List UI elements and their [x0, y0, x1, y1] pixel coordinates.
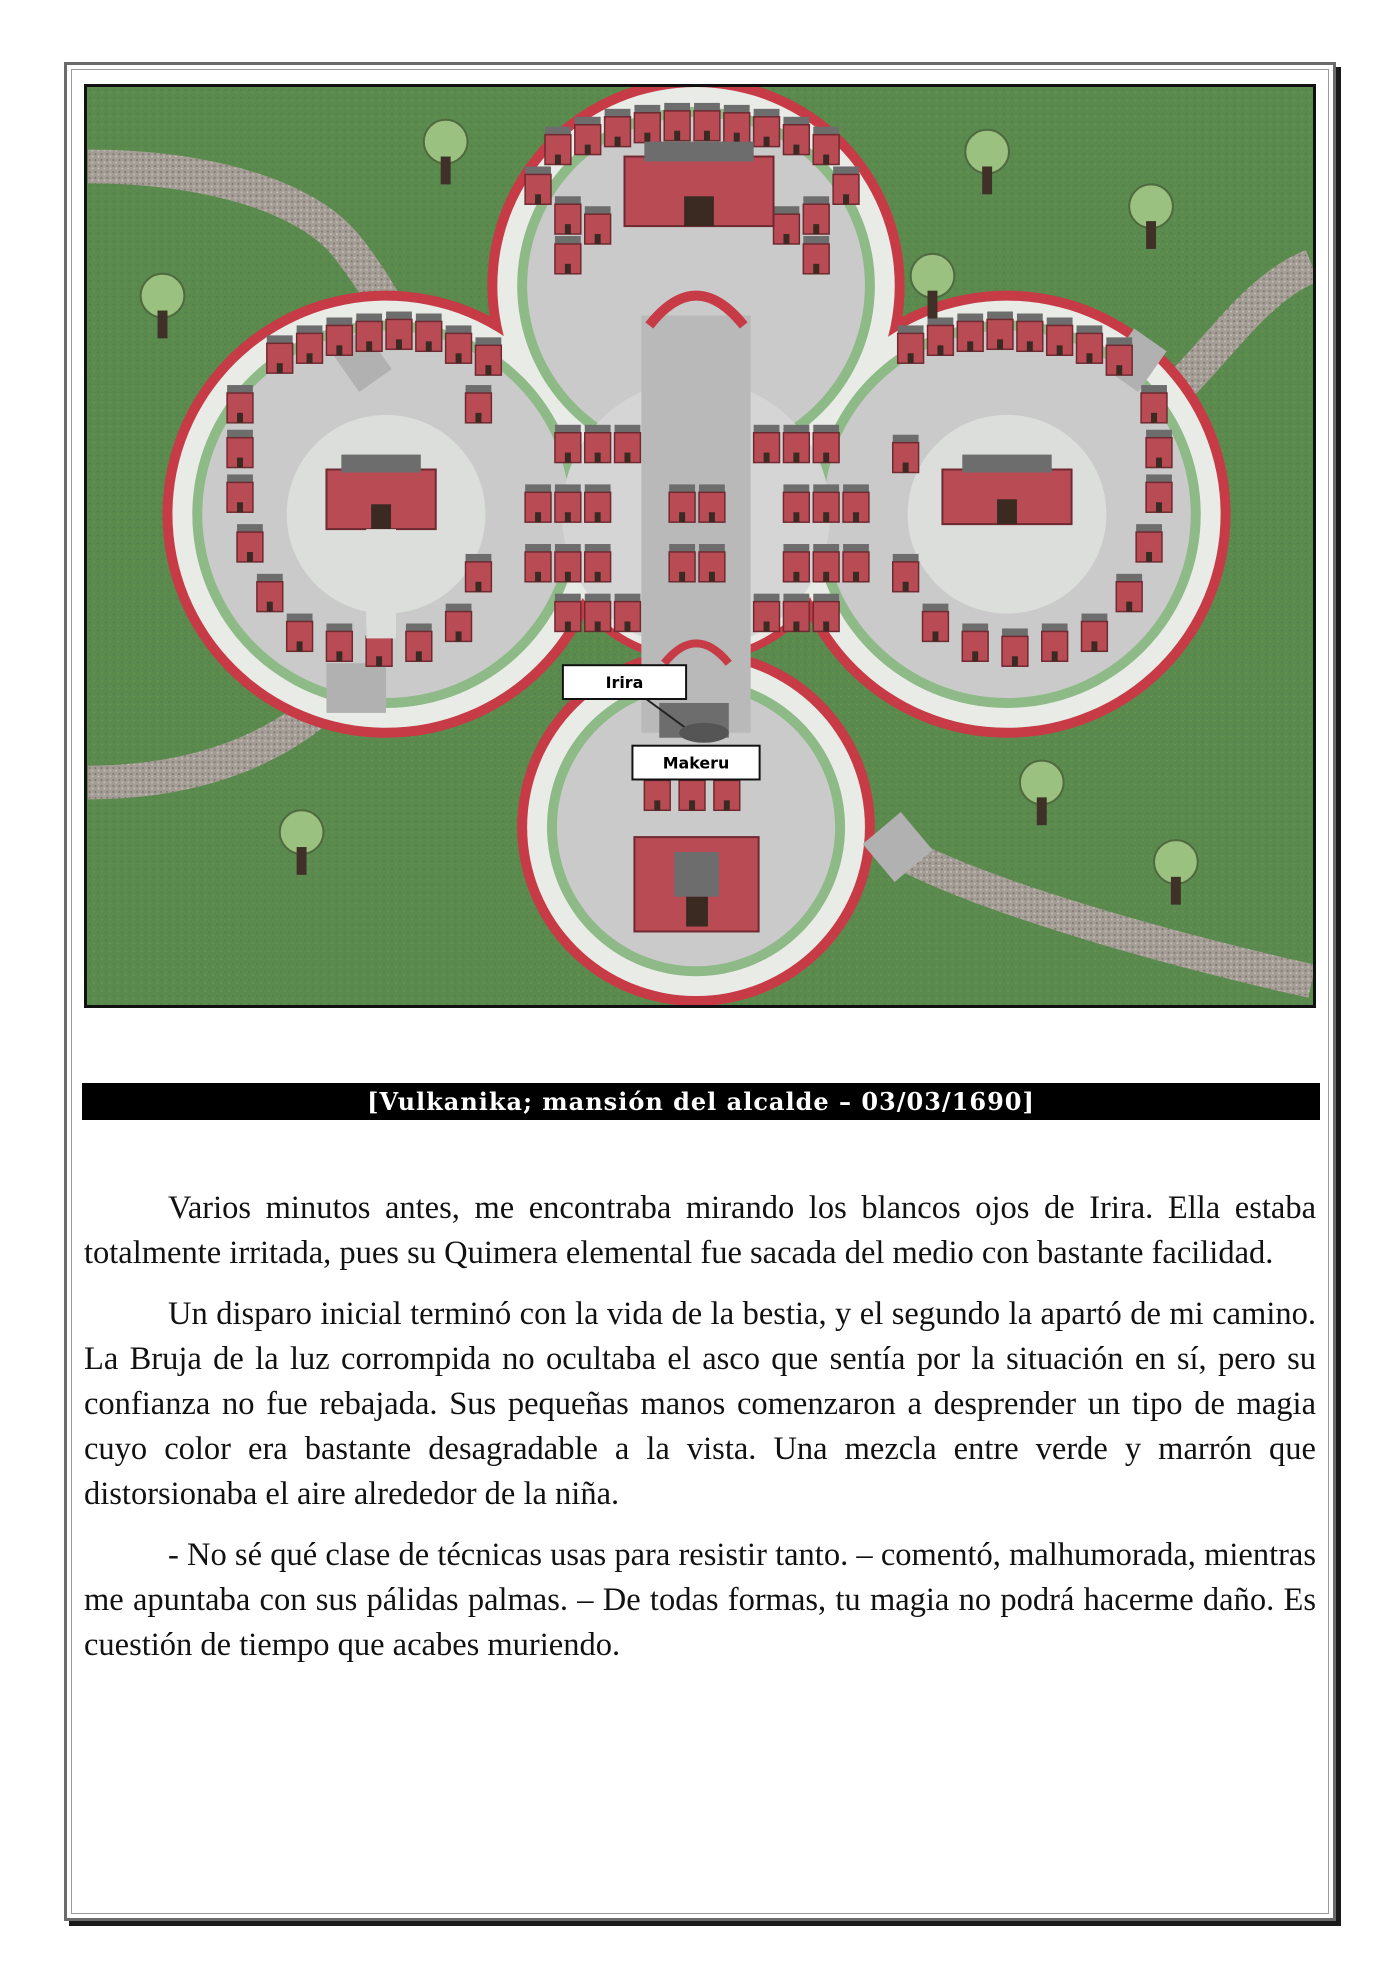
town-map — [84, 84, 1316, 1008]
label-irira — [563, 665, 686, 699]
story-text — [84, 1186, 1316, 1684]
svg-text:Makeru: Makeru — [662, 753, 730, 773]
svg-text:Irira: Irira — [605, 673, 644, 693]
town-map-illustration — [87, 87, 1313, 1005]
paragraph: Un disparo inicial terminó con la vida de la bestia, y el segundo la apartó de mi camino. La Bruja de la luz corrompida no ocultaba el asco que sentía por la situación en sí, pero su confianza no fue rebajada. Sus pequeñas manos comenzaron a desprender un tipo de magia cuyo color era bastante desagradable a la vista. Una mezcla entre verde y marrón que distorsionaba el aire alrededor de la niña. — [84, 1296, 1316, 1512]
label-makeru — [632, 746, 759, 780]
paragraph: - No sé qué clase de técnicas usas para resistir tanto. – comentó, malhumorada, mientras me apuntaba con sus pálidas palmas. – De todas formas, tu magia no podrá hacerme daño. Es cuestión de tiempo que acabes muriendo. — [84, 1537, 1316, 1663]
scene-caption: [Vulkanika; mansión del alcalde – 03/03/1690] — [82, 1083, 1320, 1120]
paragraph: Varios minutos antes, me encontraba mirando los blancos ojos de Irira. Ella estaba totalmente irritada, pues su Quimera elemental fue sacada del medio con bastante facilidad. — [84, 1190, 1316, 1271]
